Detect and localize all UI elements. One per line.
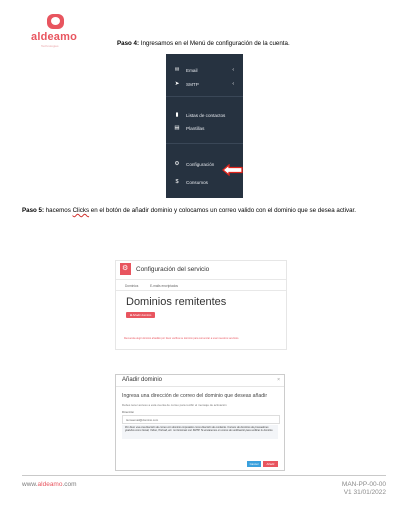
menu-item-label: Listas de contactos bbox=[186, 112, 226, 118]
address-input[interactable] bbox=[122, 415, 280, 424]
aldeamo-logo bbox=[24, 14, 88, 54]
dialog-header bbox=[116, 375, 284, 387]
footer-divider bbox=[22, 475, 386, 476]
gear-icon bbox=[120, 263, 131, 275]
send-icon: ➤ bbox=[174, 81, 180, 87]
domain-notice: Recuerda elegir dominio añadido por favor verifica su dominio para comenzar a usar nuestros servicios. bbox=[124, 337, 240, 340]
domains-heading: Dominios remitentes bbox=[126, 296, 227, 308]
step5-paragraph bbox=[22, 207, 384, 215]
highlight-arrow-icon bbox=[222, 164, 244, 176]
step5-text-after: en el botón de añadir dominio y colocamos un correo valido con el dominio que se desea activar. bbox=[89, 207, 356, 214]
footer-url-prefix: www. bbox=[22, 481, 38, 488]
address-label: Dirección bbox=[122, 410, 135, 414]
menu-item-label: Configuración bbox=[186, 161, 215, 167]
menu-item-consumption[interactable] bbox=[166, 175, 243, 189]
menu-item-templates[interactable] bbox=[166, 121, 243, 135]
menu-item-label: Email bbox=[186, 67, 198, 73]
step5-label: Paso 5: bbox=[22, 207, 45, 214]
logo-mark-icon bbox=[47, 14, 64, 29]
sidebar-menu bbox=[166, 54, 243, 198]
add-button[interactable]: Añadir bbox=[263, 461, 278, 467]
menu-divider bbox=[166, 143, 243, 144]
step4-label: Paso 4: bbox=[117, 40, 140, 47]
footer-url-brand: aldeamo bbox=[37, 481, 63, 488]
close-icon[interactable]: × bbox=[277, 377, 280, 383]
service-tabs bbox=[116, 282, 286, 291]
menu-item-label: Plantillas bbox=[186, 125, 205, 131]
menu-item-smtp[interactable] bbox=[166, 77, 243, 91]
gear-icon: ⚙ bbox=[174, 161, 180, 167]
email-icon: ✉ bbox=[174, 67, 180, 73]
menu-divider bbox=[166, 96, 243, 97]
step5-text-before: hacemos bbox=[44, 207, 73, 214]
document-icon: ▤ bbox=[174, 125, 180, 131]
menu-item-email[interactable] bbox=[166, 63, 243, 77]
service-header bbox=[116, 261, 286, 280]
dialog-note-text: Por favor usa una dirección de correo con dominio corporativo como dirección de remitente. Correos de dominios de proveedores gratuitos como Gmail, Yahoo, Hotmail, etc. no funcionan con SMTP. Te enviaremos un correo de verificación para verificar tu dominio. bbox=[125, 426, 274, 433]
tab-domains[interactable]: Dominios bbox=[125, 284, 139, 288]
dialog-help: Debes tener acceso a esta cuenta de correo para recibir el mensaje de activación bbox=[122, 403, 227, 407]
dollar-icon: $ bbox=[175, 179, 179, 185]
menu-item-label: Consumos bbox=[186, 179, 208, 185]
service-config-panel bbox=[115, 260, 287, 350]
chevron-left-icon: ‹ bbox=[232, 66, 234, 73]
footer-doc-info bbox=[330, 481, 386, 497]
tab-encrypted-emails[interactable]: E-mails encriptados bbox=[150, 284, 178, 288]
address-value: tiemaemail@dominio.com bbox=[126, 417, 159, 422]
chevron-left-icon: ‹ bbox=[232, 80, 234, 87]
book-icon: ▮ bbox=[175, 112, 179, 118]
logo-tagline: Technologies bbox=[41, 44, 59, 48]
step4-text: Ingresamos en el Menú de configuración de la cuenta. bbox=[139, 40, 290, 47]
footer-url-suffix: .com bbox=[62, 481, 77, 488]
add-domain-dialog bbox=[115, 374, 285, 471]
step5-link-word: Clicks bbox=[72, 207, 90, 214]
dialog-title: Añadir dominio bbox=[122, 377, 163, 383]
menu-item-label: SMTP bbox=[186, 81, 199, 87]
menu-item-contact-lists[interactable] bbox=[166, 108, 243, 122]
doc-code: MAN-PP-00-00 bbox=[341, 481, 386, 488]
logo-name: aldeamo bbox=[31, 31, 78, 43]
step4-paragraph bbox=[117, 40, 290, 47]
dialog-intro: Ingresa una dirección de correo del dominio que deseas añadir bbox=[122, 393, 268, 399]
cancel-button[interactable]: Cancel bbox=[247, 461, 261, 467]
add-domain-button[interactable]: ⊕ Añadir dominio bbox=[126, 312, 155, 318]
dialog-note bbox=[122, 425, 278, 439]
footer-url[interactable] bbox=[22, 481, 77, 488]
service-title: Configuración del servicio bbox=[136, 266, 210, 273]
doc-version: V1 31/01/2022 bbox=[343, 489, 386, 496]
